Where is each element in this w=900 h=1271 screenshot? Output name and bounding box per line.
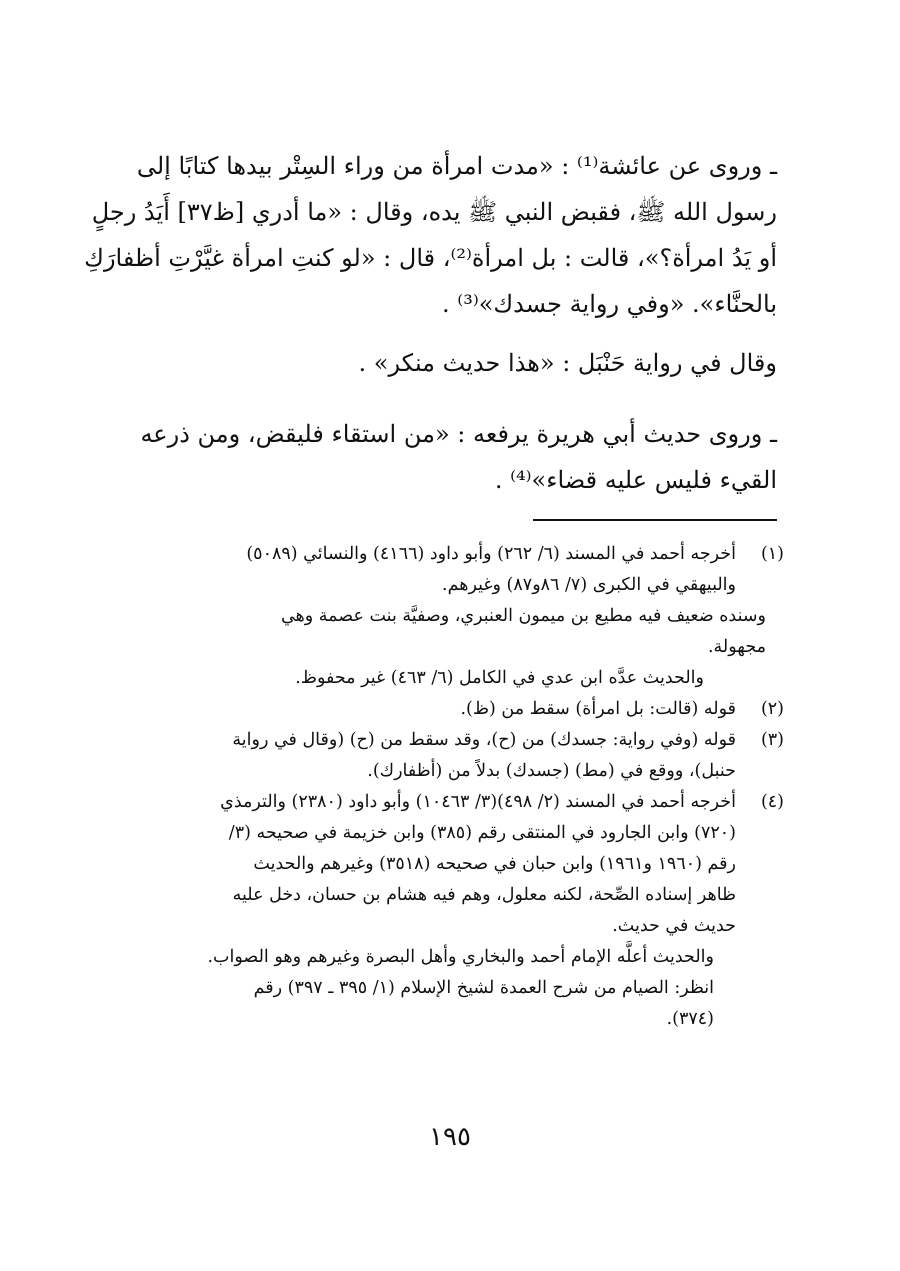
footnote-line: رقم (١٩٦٠ و١٩٦١) وابن حبان في صحيحه (٣٥١٨) وغيرهم والحديث [253, 854, 736, 874]
footnote-line: (٣٧٤). [666, 1009, 714, 1029]
footnote-line: والبيهقي في الكبرى (٧/ ٨٦و٨٧) وغيرهم. [442, 575, 736, 595]
footnote-line: حديث في حديث. [612, 916, 736, 936]
footnote-separator [533, 519, 777, 521]
footnote-1 [128, 539, 784, 601]
footnote-2 [128, 694, 784, 725]
footnote-4-note-a [128, 942, 784, 973]
main-line: أو يَدُ امرأة؟»، قالت : بل امرأة⁽²⁾، قال : «لو كنتِ امرأة غيَّرْتِ أظفارَكِ [84, 244, 777, 272]
main-line: بالحنَّاء». «وفي رواية جسدك»⁽³⁾ . [442, 290, 777, 318]
footnote-line: مجهولة. [707, 637, 766, 657]
footnote-line: قوله (وفي رواية: جسدك) من (ح)، وقد سقط من (ح) (وقال في رواية [232, 730, 736, 750]
footnote-line: والحديث عدَّه ابن عدي في الكامل (٦/ ٤٦٣) غير محفوظ. [295, 668, 704, 688]
footnote-number: (٤) [760, 792, 784, 812]
footnote-line: ظاهر إسناده الصِّحة، لكنه معلول، وهم فيه هشام بن حسان، دخل عليه [232, 885, 736, 905]
footnote-line: والحديث أعلَّه الإمام أحمد والبخاري وأهل البصرة وغيرهم وهو الصواب. [207, 947, 714, 967]
footnote-4 [128, 787, 784, 942]
footnote-3 [128, 725, 784, 787]
footnote-4-note-b [128, 973, 784, 1035]
footnote-line: قوله (قالت: بل امرأة) سقط من (ظ). [460, 699, 736, 719]
main-line: رسول الله ﷺ، فقبض النبي ﷺ يده، وقال : «ما أدري [ظ٣٧] أَيَدُ رجلٍ [91, 198, 777, 226]
main-line: وقال في رواية حَنْبَل : «هذا حديث منكر» . [358, 349, 777, 377]
footnote-line: وسنده ضعيف فيه مطيع بن ميمون العنبري، وصفيَّة بنت عصمة وهي [280, 606, 766, 626]
main-line: القيء فليس عليه قضاء»⁽⁴⁾ . [494, 466, 777, 494]
footnote-number: (١) [760, 544, 784, 564]
footnote-1-note-a [128, 601, 784, 663]
footnote-line: أخرجه أحمد في المسند (٢/ ٤٩٨)(٣/ ١٠٤٦٣) وأبو داود (٢٣٨٠) والترمذي [220, 792, 736, 812]
footnote-line: انظر: الصيام من شرح العمدة لشيخ الإسلام (١/ ٣٩٥ ـ ٣٩٧) رقم [253, 978, 714, 998]
footnote-line: أخرجه أحمد في المسند (٦/ ٢٦٢) وأبو داود (٤١٦٦) والنسائي (٥٠٨٩) [246, 544, 736, 564]
footnote-number: (٢) [760, 699, 784, 719]
footnote-line: (٧٢٠) وابن الجارود في المنتقى رقم (٣٨٥) وابن خزيمة في صحيحه (٣/ [228, 823, 736, 843]
main-paragraph-3 [125, 411, 777, 503]
footnotes [128, 539, 784, 1035]
page-number: ١٩٥ [429, 1122, 471, 1152]
main-paragraph-2 [125, 340, 777, 386]
footnote-1-note-b [128, 663, 784, 694]
main-paragraph-1 [84, 143, 777, 327]
footnote-number: (٣) [760, 730, 784, 750]
footnote-line: حنبل)، ووقع في (مط) (جسدك) بدلاً من (أظفارك). [367, 761, 736, 781]
main-line: ـ وروى عن عائشة⁽¹⁾ : «مدت امرأة من وراء السِتْر بيدها كتابًا إلى [136, 152, 777, 180]
main-line: ـ وروى حديث أبي هريرة يرفعه : «من استقاء فليقض، ومن ذرعه [140, 420, 777, 448]
